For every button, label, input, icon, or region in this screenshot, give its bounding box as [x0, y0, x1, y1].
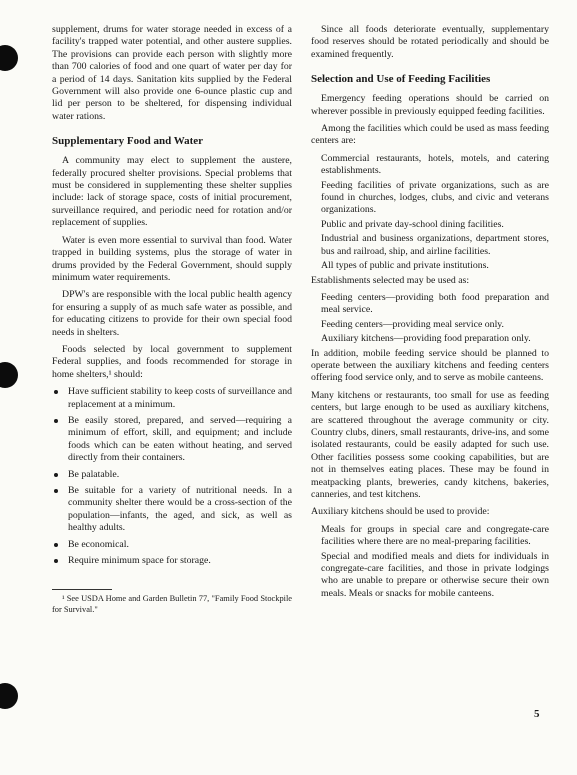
- section-heading-supplementary-food: Supplementary Food and Water: [52, 135, 204, 148]
- facility-item: Industrial and business organizations, department stores, bus and railroad, ship, and airline facilities.: [321, 233, 549, 257]
- bullet-icon: [54, 473, 58, 477]
- provide-item: Meals for groups in special care and congregate-care facilities where there are no meal-preparing facilities.: [321, 523, 549, 548]
- facility-item: Commercial restaurants, hotels, motels, and catering establishments.: [321, 152, 549, 177]
- bullet-icon: [54, 390, 58, 394]
- footnote-divider: [52, 589, 112, 590]
- paragraph: Auxiliary kitchens should be used to provide:: [311, 506, 490, 518]
- right-column: [311, 24, 549, 602]
- paragraph: Emergency feeding operations should be carried on wherever possible in previously equipped feeding facilities.: [311, 93, 549, 117]
- paragraph: DPW's are responsible with the local public health agency for ensuring a supply of as much safe water as possible, and for educating citizens to provide for their own special food needs in shelters.: [52, 289, 292, 338]
- list-item: Require minimum space for storage.: [52, 555, 292, 567]
- right-intro-paragraph: Since all foods deteriorate eventually, supplementary food reserves should be rotated periodically and should be examined frequently.: [311, 24, 549, 60]
- list-item: Be palatable.: [52, 469, 292, 481]
- left-intro-paragraph: supplement, drums for water storage needed in excess of a facility's trapped water potential, and other austere supplies. The provisions can provide each person with slightly more than 700 calories of food and one quart of water per day for a period of 14 days. Sanitation kits supplied by the Federal Government will also provide one 6-ounce plastic cup and lid per person to be sheltered, for dispensing individual water rations.: [52, 24, 292, 122]
- bullet-icon: [54, 489, 58, 493]
- page-number: 5: [534, 708, 540, 720]
- bullet-icon: [54, 419, 58, 423]
- provide-item: Special and modified meals and diets for individuals in congregate-care facilities, and those in private lodgings who are unable to prepare or otherwise secure their own meals. Meals or snacks for mobile canteens.: [321, 550, 549, 599]
- food-criteria-list: [52, 386, 292, 567]
- binder-hole-bottom: [0, 683, 18, 709]
- list-item: Be suitable for a variety of nutritional needs. In a community shelter there would be a cross-section of the population—infants, the aged, and sick, as well as healthy adults.: [52, 485, 292, 535]
- list-item: Have sufficient stability to keep costs of surveillance and replacement at a minimum.: [52, 386, 292, 411]
- use-item: Feeding centers—providing both food preparation and meal service.: [321, 291, 549, 316]
- footnote: ¹ See USDA Home and Garden Bulletin 77, "Family Food Stockpile for Survival.": [52, 594, 292, 615]
- section-heading-feeding-facilities: Selection and Use of Feeding Facilities: [311, 73, 491, 86]
- facility-item: Feeding facilities of private organizations, such as are found in churches, lodges, clubs, and civic and veterans organizations.: [321, 179, 549, 216]
- binder-hole-top: [0, 45, 18, 71]
- paragraph: Establishments selected may be used as:: [311, 274, 470, 286]
- paragraph: Among the facilities which could be used as mass feeding centers are:: [311, 123, 549, 147]
- facility-item: Public and private day-school dining facilities.: [321, 218, 504, 230]
- left-column: [52, 24, 292, 621]
- paragraph: Foods selected by local government to supplement Federal supplies, and foods recommended for storage in home shelters,¹ should:: [52, 343, 292, 380]
- bullet-icon: [54, 543, 58, 547]
- use-item: Feeding centers—providing meal service only.: [321, 318, 505, 330]
- paragraph: A community may elect to supplement the austere, federally procured shelter provisions. Special problems that must be considered in supplementing these shelter supplies include: lack of storage space, costs of initial procurement, surveillance required, and periodic need for rotation and/or replacement of supplies.: [52, 155, 292, 229]
- list-item: Be economical.: [52, 539, 292, 551]
- facility-item: All types of public and private institutions.: [321, 260, 489, 272]
- bullet-icon: [54, 559, 58, 563]
- list-item: Be easily stored, prepared, and served—requiring a minimum of effort, skill, and equipment; and include foods which can be eaten without heating, and served directly from their containers.: [52, 415, 292, 465]
- use-item: Auxiliary kitchens—providing food preparation only.: [321, 333, 531, 345]
- paragraph: In addition, mobile feeding service should be planned to operate between the auxiliary kitchens and feeding centers offering food service only, and to serve as mobile canteens.: [311, 347, 549, 384]
- binder-hole-middle: [0, 362, 18, 388]
- paragraph: Many kitchens or restaurants, too small for use as feeding centers, but large enough to be used as auxiliary kitchens, are scattered throughout the average community or city. Country clubs, diners, small restaurants, drive-ins, and some isolated restaurants, could be easily adapted for such use. Other facilities possess some cooking capabilities, but are not in themselves eating places. These may be found in meatpacking plants, breweries, candy kitchens, bakeries, canneries, and test kitchens.: [311, 389, 549, 500]
- paragraph: Water is even more essential to survival than food. Water trapped in building systems, plus the storage of water in drums provided by the Federal Government, should supply minimum water requirements.: [52, 234, 292, 283]
